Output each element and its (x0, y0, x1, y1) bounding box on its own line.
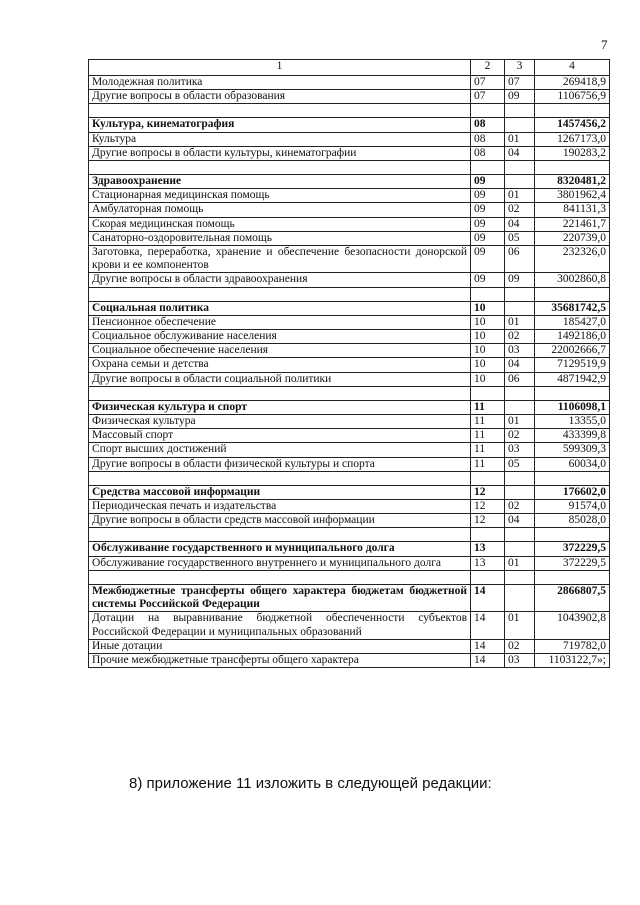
empty-cell (471, 528, 505, 542)
table-row (89, 443, 610, 457)
amount-cell: 599309,3 (535, 443, 610, 457)
spacer-row (89, 161, 610, 175)
section-code-cell: 11 (471, 400, 505, 414)
section-row (89, 175, 610, 189)
table-row (89, 203, 610, 217)
amount-cell: 372229,5 (535, 556, 610, 570)
section-code-cell: 14 (471, 584, 505, 611)
header-col-2: 2 (471, 60, 505, 76)
subsection-code-cell: 05 (505, 457, 535, 471)
subsection-code-cell: 03 (505, 653, 535, 667)
header-col-3: 3 (505, 60, 535, 76)
table-row (89, 429, 610, 443)
subsection-code-cell: 06 (505, 372, 535, 386)
section-code-cell: 09 (471, 273, 505, 287)
subsection-code-cell: 01 (505, 315, 535, 329)
amount-cell: 3002860,8 (535, 273, 610, 287)
name-cell: Средства массовой информации (89, 485, 471, 499)
table-row (89, 217, 610, 231)
name-cell: Пенсионное обеспечение (89, 315, 471, 329)
table-row (89, 344, 610, 358)
header-col-1: 1 (89, 60, 471, 76)
subsection-code-cell: 04 (505, 514, 535, 528)
section-code-cell: 13 (471, 542, 505, 556)
name-cell: Другие вопросы в области средств массовой информации (89, 514, 471, 528)
subsection-code-cell: 02 (505, 429, 535, 443)
name-cell: Амбулаторная помощь (89, 203, 471, 217)
name-cell: Санаторно-оздоровительная помощь (89, 231, 471, 245)
name-cell: Охрана семьи и детства (89, 358, 471, 372)
section-row (89, 301, 610, 315)
empty-cell (505, 104, 535, 118)
empty-cell (89, 386, 471, 400)
section-code-cell: 10 (471, 301, 505, 315)
empty-cell (471, 471, 505, 485)
spacer-row (89, 287, 610, 301)
table-row (89, 189, 610, 203)
name-cell: Обслуживание государственного внутреннего и муниципального долга (89, 556, 471, 570)
name-cell: Социальное обслуживание населения (89, 330, 471, 344)
subsection-code-cell (505, 400, 535, 414)
amount-cell: 91574,0 (535, 500, 610, 514)
amount-cell: 2866807,5 (535, 584, 610, 611)
empty-cell (89, 570, 471, 584)
subsection-code-cell: 01 (505, 132, 535, 146)
amount-cell: 1457456,2 (535, 118, 610, 132)
subsection-code-cell: 01 (505, 415, 535, 429)
subsection-code-cell: 03 (505, 344, 535, 358)
subsection-code-cell: 03 (505, 443, 535, 457)
section-code-cell: 08 (471, 118, 505, 132)
section-row (89, 584, 610, 611)
section-code-cell: 07 (471, 76, 505, 90)
amount-cell: 185427,0 (535, 315, 610, 329)
subsection-code-cell: 06 (505, 246, 535, 273)
amount-cell: 433399,8 (535, 429, 610, 443)
section-code-cell: 09 (471, 217, 505, 231)
amount-cell: 1103122,7»; (535, 653, 610, 667)
amount-cell: 232326,0 (535, 246, 610, 273)
subsection-code-cell: 02 (505, 330, 535, 344)
name-cell: Культура (89, 132, 471, 146)
section-code-cell: 13 (471, 556, 505, 570)
amount-cell: 60034,0 (535, 457, 610, 471)
subsection-code-cell (505, 175, 535, 189)
subsection-code-cell: 01 (505, 189, 535, 203)
table-row (89, 132, 610, 146)
amount-cell: 1106756,9 (535, 90, 610, 104)
name-cell: Другие вопросы в области здравоохранения (89, 273, 471, 287)
section-code-cell: 07 (471, 90, 505, 104)
name-cell: Другие вопросы в области культуры, кинематографии (89, 146, 471, 160)
name-cell: Скорая медицинская помощь (89, 217, 471, 231)
section-row (89, 485, 610, 499)
empty-cell (535, 287, 610, 301)
amount-cell: 4871942,9 (535, 372, 610, 386)
subsection-code-cell: 04 (505, 217, 535, 231)
spacer-row (89, 570, 610, 584)
budget-table (88, 59, 610, 668)
subsection-code-cell: 09 (505, 90, 535, 104)
table-body (89, 76, 610, 668)
subsection-code-cell: 04 (505, 146, 535, 160)
empty-cell (471, 161, 505, 175)
section-code-cell: 10 (471, 344, 505, 358)
name-cell: Дотации на выравнивание бюджетной обеспеченности субъектов Российской Федерации и муниципальных образований (89, 612, 471, 639)
empty-cell (471, 386, 505, 400)
table-row (89, 315, 610, 329)
amount-cell: 1492186,0 (535, 330, 610, 344)
table-row (89, 514, 610, 528)
name-cell: Заготовка, переработка, хранение и обеспечение безопасности донорской крови и ее компонентов (89, 246, 471, 273)
spacer-row (89, 386, 610, 400)
subsection-code-cell: 01 (505, 612, 535, 639)
amount-cell: 8320481,2 (535, 175, 610, 189)
empty-cell (89, 161, 471, 175)
name-cell: Физическая культура (89, 415, 471, 429)
amount-cell: 22002666,7 (535, 344, 610, 358)
section-code-cell: 14 (471, 653, 505, 667)
table-row (89, 457, 610, 471)
name-cell: Социальное обеспечение населения (89, 344, 471, 358)
table-row (89, 415, 610, 429)
empty-cell (89, 287, 471, 301)
section-code-cell: 11 (471, 415, 505, 429)
section-code-cell: 14 (471, 639, 505, 653)
amount-cell: 13355,0 (535, 415, 610, 429)
section-code-cell: 10 (471, 372, 505, 386)
empty-cell (89, 471, 471, 485)
empty-cell (471, 287, 505, 301)
section-code-cell: 11 (471, 443, 505, 457)
amount-cell: 7129519,9 (535, 358, 610, 372)
section-row (89, 400, 610, 414)
subsection-code-cell (505, 301, 535, 315)
table-row (89, 612, 610, 639)
subsection-code-cell (505, 485, 535, 499)
name-cell: Другие вопросы в области физической культуры и спорта (89, 457, 471, 471)
empty-cell (535, 104, 610, 118)
empty-cell (89, 104, 471, 118)
name-cell: Периодическая печать и издательства (89, 500, 471, 514)
subsection-code-cell (505, 118, 535, 132)
name-cell: Культура, кинематография (89, 118, 471, 132)
name-cell: Иные дотации (89, 639, 471, 653)
table-row (89, 231, 610, 245)
table-header-row (89, 60, 610, 76)
spacer-row (89, 471, 610, 485)
amount-cell: 85028,0 (535, 514, 610, 528)
subsection-code-cell: 04 (505, 358, 535, 372)
section-code-cell: 08 (471, 132, 505, 146)
amount-cell: 1043902,8 (535, 612, 610, 639)
empty-cell (89, 528, 471, 542)
page-number: 7 (601, 37, 608, 52)
section-code-cell: 12 (471, 500, 505, 514)
empty-cell (535, 471, 610, 485)
subsection-code-cell: 02 (505, 500, 535, 514)
amount-cell: 176602,0 (535, 485, 610, 499)
header-col-4: 4 (535, 60, 610, 76)
empty-cell (471, 570, 505, 584)
name-cell: Спорт высших достижений (89, 443, 471, 457)
amount-cell: 220739,0 (535, 231, 610, 245)
table-row (89, 246, 610, 273)
subsection-code-cell: 05 (505, 231, 535, 245)
section-code-cell: 09 (471, 175, 505, 189)
empty-cell (535, 386, 610, 400)
empty-cell (535, 528, 610, 542)
section-code-cell: 09 (471, 231, 505, 245)
empty-cell (505, 528, 535, 542)
table-row (89, 273, 610, 287)
instruction-text: 8) приложение 11 изложить в следующей редакции: (129, 775, 492, 792)
spacer-row (89, 528, 610, 542)
subsection-code-cell: 02 (505, 639, 535, 653)
empty-cell (505, 287, 535, 301)
amount-cell: 719782,0 (535, 639, 610, 653)
empty-cell (535, 570, 610, 584)
empty-cell (471, 104, 505, 118)
amount-cell: 190283,2 (535, 146, 610, 160)
section-code-cell: 11 (471, 429, 505, 443)
amount-cell: 841131,3 (535, 203, 610, 217)
subsection-code-cell (505, 542, 535, 556)
name-cell: Другие вопросы в области образования (89, 90, 471, 104)
empty-cell (505, 386, 535, 400)
section-code-cell: 09 (471, 189, 505, 203)
empty-cell (505, 471, 535, 485)
section-code-cell: 12 (471, 485, 505, 499)
section-code-cell: 12 (471, 514, 505, 528)
section-row (89, 542, 610, 556)
name-cell: Физическая культура и спорт (89, 400, 471, 414)
empty-cell (535, 161, 610, 175)
section-row (89, 118, 610, 132)
section-code-cell: 09 (471, 246, 505, 273)
section-code-cell: 10 (471, 315, 505, 329)
name-cell: Массовый спорт (89, 429, 471, 443)
subsection-code-cell: 01 (505, 556, 535, 570)
subsection-code-cell: 07 (505, 76, 535, 90)
table-row (89, 358, 610, 372)
section-code-cell: 14 (471, 612, 505, 639)
empty-cell (505, 161, 535, 175)
spacer-row (89, 104, 610, 118)
amount-cell: 3801962,4 (535, 189, 610, 203)
table-row (89, 90, 610, 104)
amount-cell: 35681742,5 (535, 301, 610, 315)
table-row (89, 372, 610, 386)
amount-cell: 269418,9 (535, 76, 610, 90)
name-cell: Стационарная медицинская помощь (89, 189, 471, 203)
amount-cell: 372229,5 (535, 542, 610, 556)
subsection-code-cell: 02 (505, 203, 535, 217)
section-code-cell: 10 (471, 330, 505, 344)
amount-cell: 1106098,1 (535, 400, 610, 414)
empty-cell (505, 570, 535, 584)
subsection-code-cell: 09 (505, 273, 535, 287)
name-cell: Социальная политика (89, 301, 471, 315)
name-cell: Здравоохранение (89, 175, 471, 189)
name-cell: Обслуживание государственного и муниципального долга (89, 542, 471, 556)
table-row (89, 146, 610, 160)
table-row (89, 556, 610, 570)
section-code-cell: 10 (471, 358, 505, 372)
name-cell: Другие вопросы в области социальной политики (89, 372, 471, 386)
subsection-code-cell (505, 584, 535, 611)
table-row (89, 330, 610, 344)
table-row (89, 653, 610, 667)
name-cell: Прочие межбюджетные трансферты общего характера (89, 653, 471, 667)
table-row (89, 500, 610, 514)
table-row (89, 76, 610, 90)
amount-cell: 221461,7 (535, 217, 610, 231)
table-row (89, 639, 610, 653)
amount-cell: 1267173,0 (535, 132, 610, 146)
section-code-cell: 11 (471, 457, 505, 471)
name-cell: Молодежная политика (89, 76, 471, 90)
section-code-cell: 09 (471, 203, 505, 217)
section-code-cell: 08 (471, 146, 505, 160)
name-cell: Межбюджетные трансферты общего характера бюджетам бюджетной системы Российской Федерации (89, 584, 471, 611)
